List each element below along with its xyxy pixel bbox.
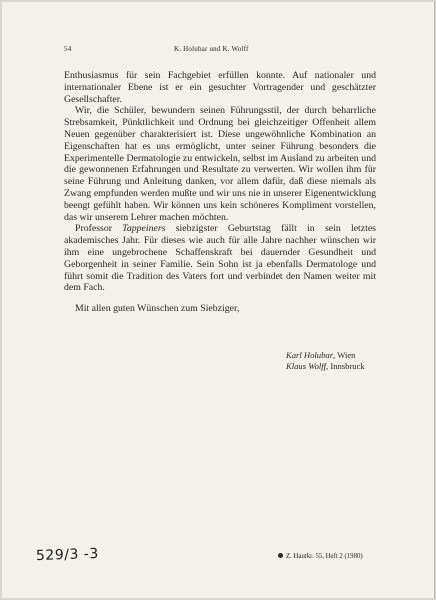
signature-place: , Innsbruck	[326, 361, 365, 372]
person-name-tappeiner: Tappeiners	[122, 223, 166, 235]
paragraph-3-start: Professor	[75, 223, 123, 235]
journal-citation: Z. Hautkr. 55, Heft 2 (1980)	[286, 553, 363, 560]
paragraph-1: Enthusiasmus für sein Fachgebiet erfüllen konnte. Auf nationaler und internationaler Ebene ist er ein gesuchter Vortragender und geschätzter Gesellschafter.	[64, 70, 376, 105]
bullet-icon	[278, 553, 283, 558]
paragraph-2: Wir, die Schüler, bewundern seinen Führungsstil, der durch beharrliche Strebsamkeit, Pünktlichkeit und Ordnung bei gleichzeitiger Offenheit allem Neuen gegenüber charakterisiert ist. Diese ungewöhnliche Kombination an Eigenschaften hat es uns ermöglicht, unter seiner Führung besonders die Experimentelle Dermatologie zu entwickeln, selbst im Ausland zu arbeiten und die gewonnenen Erfahrungen und Resultate zu verwerten. Wir wollen ihm für seine Führung und Anleitung danken, vor allem dafür, daß diese niemals als Zwang empfunden werden mußte und wir uns nie in unserer Eigenentwicklung beengt gefühlt haben. Wir können uns kein schöneres Kompliment vorstellen, das wir unserem Lehrer machen möchten.	[64, 105, 376, 223]
journal-reference	[278, 553, 363, 560]
running-head: K. Holubar und K. Wolff	[174, 45, 249, 53]
signature-place: , Wien	[333, 350, 356, 360]
handwritten-note: 529/3 -3	[35, 545, 100, 565]
page-number: 54	[64, 45, 72, 53]
signature-name: Karl Holubar	[286, 350, 334, 360]
article-body	[64, 70, 376, 315]
signature-line	[286, 350, 365, 361]
signature-block	[286, 350, 365, 372]
signature-line	[286, 361, 365, 372]
closing-line: Mit allen guten Wünschen zum Siebziger,	[75, 303, 240, 315]
paragraph-3	[64, 223, 376, 294]
document-page	[2, 2, 435, 598]
signature-name: Klaus Wolff	[286, 361, 327, 372]
paragraph-3-rest: siebzigster Geburtstag fällt in sein letztes akademisches Jahr. Für dieses wie auch für alle Jahre nachher wünschen wir ihm eine ungebrochene Schaffenskraft bei dauernder Gesundheit und Geborgenheit in seiner Familie. Sein Sohn ist ja ebenfalls Dermatologe und führt somit die Tradition des Vaters fort und verbindet den Namen weiter mit dem Fach.	[64, 223, 376, 294]
